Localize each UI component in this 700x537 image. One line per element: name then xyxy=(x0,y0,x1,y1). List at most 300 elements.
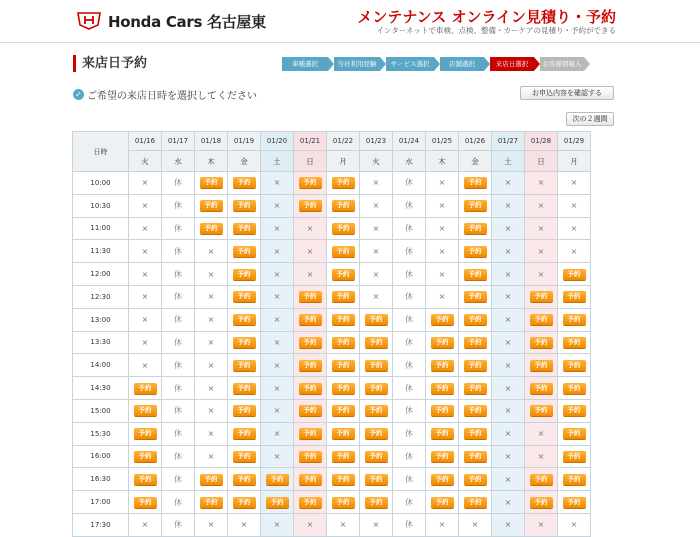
unavailable-mark: × xyxy=(141,178,149,188)
slot-cell xyxy=(426,422,459,445)
time-label: 10:30 xyxy=(73,194,129,217)
unavailable-mark: × xyxy=(339,520,347,530)
slot-cell xyxy=(327,491,360,514)
slot-cell xyxy=(459,422,492,445)
reserve-button[interactable]: 予約 xyxy=(530,383,553,394)
reserve-button[interactable]: 予約 xyxy=(332,474,355,485)
slot-cell xyxy=(525,377,558,400)
slot-cell xyxy=(294,513,327,536)
reserve-button[interactable]: 予約 xyxy=(464,428,487,439)
reserve-button[interactable]: 予約 xyxy=(233,405,256,416)
time-label: 14:00 xyxy=(73,354,129,377)
reserve-button[interactable]: 予約 xyxy=(365,428,388,439)
slot-cell xyxy=(525,513,558,536)
reserve-button[interactable]: 予約 xyxy=(563,291,586,302)
reserve-button[interactable]: 予約 xyxy=(563,360,586,371)
slot-cell xyxy=(228,285,261,308)
time-slot-row xyxy=(73,331,591,354)
slot-cell xyxy=(261,445,294,468)
slot-cell xyxy=(261,377,294,400)
reserve-button[interactable]: 予約 xyxy=(332,200,355,211)
slot-cell xyxy=(195,377,228,400)
honda-logo-icon xyxy=(76,11,102,31)
slot-cell xyxy=(162,399,195,422)
date-header: 01/21 xyxy=(294,132,327,151)
slot-cell xyxy=(129,377,162,400)
reserve-button[interactable]: 予約 xyxy=(332,177,355,188)
slot-cell xyxy=(294,468,327,491)
date-header: 01/22 xyxy=(327,132,360,151)
slot-cell xyxy=(261,422,294,445)
reserve-button[interactable]: 予約 xyxy=(563,405,586,416)
step-service: サービス選択 xyxy=(386,57,434,71)
slot-cell xyxy=(558,331,591,354)
reserve-button[interactable]: 予約 xyxy=(134,405,157,416)
slot-cell xyxy=(327,308,360,331)
closed-mark: 休 xyxy=(174,406,182,416)
time-label: 16:30 xyxy=(73,468,129,491)
unavailable-mark: × xyxy=(306,246,314,256)
reserve-button[interactable]: 予約 xyxy=(563,497,586,508)
reserve-button[interactable]: 予約 xyxy=(530,497,553,508)
weekday-header: 月 xyxy=(558,151,591,172)
slot-cell xyxy=(426,240,459,263)
unavailable-mark: × xyxy=(141,315,149,325)
unavailable-mark: × xyxy=(438,269,446,279)
slot-cell xyxy=(426,331,459,354)
unavailable-mark: × xyxy=(207,292,215,302)
date-header: 01/20 xyxy=(261,132,294,151)
slot-cell xyxy=(558,285,591,308)
slot-cell xyxy=(558,263,591,286)
slot-cell xyxy=(558,377,591,400)
slot-cell xyxy=(294,263,327,286)
slot-cell xyxy=(327,513,360,536)
slot-cell xyxy=(393,285,426,308)
slot-cell xyxy=(228,513,261,536)
time-label: 12:00 xyxy=(73,263,129,286)
weekday-header: 土 xyxy=(261,151,294,172)
closed-mark: 休 xyxy=(174,178,182,188)
reserve-button[interactable]: 予約 xyxy=(365,497,388,508)
slot-cell xyxy=(327,263,360,286)
reserve-button[interactable]: 予約 xyxy=(332,360,355,371)
time-slot-row xyxy=(73,399,591,422)
reserve-button[interactable]: 予約 xyxy=(233,451,256,462)
unavailable-mark: × xyxy=(273,269,281,279)
reserve-button[interactable]: 予約 xyxy=(431,383,454,394)
slot-cell xyxy=(426,468,459,491)
reserve-button[interactable]: 予約 xyxy=(464,360,487,371)
time-label: 14:30 xyxy=(73,377,129,400)
reserve-button[interactable]: 予約 xyxy=(233,497,256,508)
unavailable-mark: × xyxy=(240,520,248,530)
closed-mark: 休 xyxy=(405,201,413,211)
reserve-button[interactable]: 予約 xyxy=(563,337,586,348)
slot-cell xyxy=(162,240,195,263)
reserve-button[interactable]: 予約 xyxy=(563,474,586,485)
slot-cell xyxy=(261,468,294,491)
reserve-button[interactable]: 予約 xyxy=(365,405,388,416)
slot-cell xyxy=(492,513,525,536)
unavailable-mark: × xyxy=(504,246,512,256)
slot-cell xyxy=(261,172,294,195)
slot-cell xyxy=(426,308,459,331)
reserve-button[interactable]: 予約 xyxy=(431,337,454,348)
slot-cell xyxy=(558,240,591,263)
reserve-button[interactable]: 予約 xyxy=(563,269,586,280)
slot-cell xyxy=(360,491,393,514)
slot-cell xyxy=(162,468,195,491)
reserve-button[interactable]: 予約 xyxy=(431,474,454,485)
unavailable-mark: × xyxy=(273,383,281,393)
reserve-button[interactable]: 予約 xyxy=(332,405,355,416)
slot-cell xyxy=(558,445,591,468)
reserve-button[interactable]: 予約 xyxy=(266,497,289,508)
slot-cell xyxy=(459,354,492,377)
reserve-button[interactable]: 予約 xyxy=(365,337,388,348)
instruction xyxy=(73,87,257,102)
unavailable-mark: × xyxy=(207,337,215,347)
site-title: メンテナンス オンライン見積り・予約 xyxy=(357,8,616,26)
reserve-button[interactable]: 予約 xyxy=(464,177,487,188)
unavailable-mark: × xyxy=(504,292,512,302)
reserve-button[interactable]: 予約 xyxy=(332,451,355,462)
slot-cell xyxy=(492,399,525,422)
reserve-button[interactable]: 予約 xyxy=(332,269,355,280)
brand-name[interactable]: Honda Cars 名古屋東 xyxy=(108,13,266,31)
slot-cell xyxy=(195,194,228,217)
slot-cell xyxy=(393,422,426,445)
reserve-button[interactable]: 予約 xyxy=(431,451,454,462)
unavailable-mark: × xyxy=(207,360,215,370)
reserve-button[interactable]: 予約 xyxy=(563,383,586,394)
reserve-button[interactable]: 予約 xyxy=(365,314,388,325)
reserve-button[interactable]: 予約 xyxy=(233,246,256,257)
reserve-button[interactable]: 予約 xyxy=(299,291,322,302)
reserve-button[interactable]: 予約 xyxy=(464,223,487,234)
reserve-button[interactable]: 予約 xyxy=(299,474,322,485)
slot-cell xyxy=(426,399,459,422)
reserve-button[interactable]: 予約 xyxy=(233,314,256,325)
reserve-button[interactable]: 予約 xyxy=(563,451,586,462)
reserve-button[interactable]: 予約 xyxy=(233,428,256,439)
reserve-button[interactable]: 予約 xyxy=(299,428,322,439)
reserve-button[interactable]: 予約 xyxy=(299,451,322,462)
closed-mark: 休 xyxy=(405,497,413,507)
closed-mark: 休 xyxy=(174,383,182,393)
slot-cell xyxy=(195,445,228,468)
slot-cell xyxy=(294,285,327,308)
slot-cell xyxy=(294,217,327,240)
reserve-button[interactable]: 予約 xyxy=(464,383,487,394)
slot-cell xyxy=(393,468,426,491)
slot-cell xyxy=(393,308,426,331)
slot-cell xyxy=(459,308,492,331)
reserve-button[interactable]: 予約 xyxy=(530,405,553,416)
slot-cell xyxy=(492,468,525,491)
reserve-button[interactable]: 予約 xyxy=(134,428,157,439)
reserve-button[interactable]: 予約 xyxy=(266,474,289,485)
slot-cell xyxy=(162,513,195,536)
weekday-header: 日 xyxy=(294,151,327,172)
slot-cell xyxy=(426,194,459,217)
slot-cell xyxy=(426,217,459,240)
unavailable-mark: × xyxy=(504,337,512,347)
slot-cell xyxy=(327,354,360,377)
closed-mark: 休 xyxy=(405,451,413,461)
slot-cell xyxy=(525,263,558,286)
reserve-button[interactable]: 予約 xyxy=(200,223,223,234)
slot-cell xyxy=(327,422,360,445)
slot-cell xyxy=(294,491,327,514)
reserve-button[interactable]: 予約 xyxy=(233,383,256,394)
closed-mark: 休 xyxy=(405,406,413,416)
weekday-header: 金 xyxy=(459,151,492,172)
slot-cell xyxy=(294,172,327,195)
slot-cell xyxy=(459,172,492,195)
unavailable-mark: × xyxy=(537,520,545,530)
slot-cell xyxy=(525,172,558,195)
slot-cell xyxy=(360,217,393,240)
reserve-button[interactable]: 予約 xyxy=(464,451,487,462)
time-label: 17:00 xyxy=(73,491,129,514)
reserve-button[interactable]: 予約 xyxy=(464,246,487,257)
slot-cell xyxy=(261,399,294,422)
unavailable-mark: × xyxy=(273,429,281,439)
slot-cell xyxy=(360,354,393,377)
reserve-button[interactable]: 予約 xyxy=(431,314,454,325)
slot-cell xyxy=(459,399,492,422)
slot-cell xyxy=(162,172,195,195)
reserve-button[interactable]: 予約 xyxy=(299,497,322,508)
reserve-button[interactable]: 予約 xyxy=(233,291,256,302)
reserve-button[interactable]: 予約 xyxy=(332,337,355,348)
reserve-button[interactable]: 予約 xyxy=(332,246,355,257)
slot-cell xyxy=(162,354,195,377)
reserve-button[interactable]: 予約 xyxy=(233,360,256,371)
time-slot-row xyxy=(73,263,591,286)
reserve-button[interactable]: 予約 xyxy=(365,383,388,394)
weekday-header: 水 xyxy=(393,151,426,172)
closed-mark: 休 xyxy=(405,292,413,302)
slot-cell xyxy=(492,172,525,195)
slot-cell xyxy=(360,445,393,468)
reserve-button[interactable]: 予約 xyxy=(365,451,388,462)
reserve-button[interactable]: 予約 xyxy=(464,200,487,211)
unavailable-mark: × xyxy=(372,292,380,302)
slot-cell xyxy=(129,172,162,195)
reserve-button[interactable]: 予約 xyxy=(299,177,322,188)
unavailable-mark: × xyxy=(273,178,281,188)
slot-cell xyxy=(492,331,525,354)
unavailable-mark: × xyxy=(537,201,545,211)
reserve-button[interactable]: 予約 xyxy=(431,405,454,416)
reserve-button[interactable]: 予約 xyxy=(431,428,454,439)
reserve-button[interactable]: 予約 xyxy=(530,291,553,302)
slot-cell xyxy=(129,422,162,445)
slot-cell xyxy=(525,491,558,514)
reserve-button[interactable]: 予約 xyxy=(134,451,157,462)
unavailable-mark: × xyxy=(504,429,512,439)
slot-cell xyxy=(129,331,162,354)
closed-mark: 休 xyxy=(174,474,182,484)
reserve-button[interactable]: 予約 xyxy=(299,337,322,348)
slot-cell xyxy=(228,468,261,491)
slot-cell xyxy=(195,240,228,263)
reserve-button[interactable]: 予約 xyxy=(299,360,322,371)
progress-steps xyxy=(282,57,590,82)
unavailable-mark: × xyxy=(273,223,281,233)
date-header: 01/19 xyxy=(228,132,261,151)
reserve-button[interactable]: 予約 xyxy=(233,337,256,348)
unavailable-mark: × xyxy=(372,223,380,233)
slot-cell xyxy=(162,308,195,331)
unavailable-mark: × xyxy=(504,315,512,325)
next-weeks-button[interactable]: 次の２週間 xyxy=(566,112,614,126)
schedule-table xyxy=(72,131,591,537)
slot-cell xyxy=(492,308,525,331)
reserve-button[interactable]: 予約 xyxy=(332,314,355,325)
unavailable-mark: × xyxy=(504,406,512,416)
reserve-button[interactable]: 予約 xyxy=(464,474,487,485)
date-header: 01/18 xyxy=(195,132,228,151)
reserve-button[interactable]: 予約 xyxy=(233,474,256,485)
unavailable-mark: × xyxy=(537,246,545,256)
slot-cell xyxy=(129,263,162,286)
reserve-button[interactable]: 予約 xyxy=(134,474,157,485)
reserve-button[interactable]: 予約 xyxy=(332,291,355,302)
unavailable-mark: × xyxy=(273,292,281,302)
slot-cell xyxy=(525,354,558,377)
reserve-button[interactable]: 予約 xyxy=(233,200,256,211)
reserve-button[interactable]: 予約 xyxy=(530,474,553,485)
unavailable-mark: × xyxy=(504,360,512,370)
reserve-button[interactable]: 予約 xyxy=(299,200,322,211)
slot-cell xyxy=(129,354,162,377)
slot-cell xyxy=(327,331,360,354)
reserve-button[interactable]: 予約 xyxy=(365,360,388,371)
reserve-button[interactable]: 予約 xyxy=(134,497,157,508)
unavailable-mark: × xyxy=(273,315,281,325)
unavailable-mark: × xyxy=(207,429,215,439)
slot-cell xyxy=(228,194,261,217)
slot-cell xyxy=(492,491,525,514)
reserve-button[interactable]: 予約 xyxy=(464,269,487,280)
slot-cell xyxy=(525,331,558,354)
unavailable-mark: × xyxy=(438,178,446,188)
slot-cell xyxy=(195,468,228,491)
slot-cell xyxy=(195,513,228,536)
unavailable-mark: × xyxy=(438,223,446,233)
reserve-button[interactable]: 予約 xyxy=(464,291,487,302)
unavailable-mark: × xyxy=(372,178,380,188)
slot-cell xyxy=(294,194,327,217)
unavailable-mark: × xyxy=(438,520,446,530)
reserve-button[interactable]: 予約 xyxy=(530,360,553,371)
reserve-button[interactable]: 予約 xyxy=(332,428,355,439)
reserve-button[interactable]: 予約 xyxy=(200,474,223,485)
slot-cell xyxy=(360,240,393,263)
slot-cell xyxy=(129,217,162,240)
reserve-button[interactable]: 予約 xyxy=(431,360,454,371)
confirm-button[interactable]: お申込内容を確認する xyxy=(520,86,614,100)
slot-cell xyxy=(228,331,261,354)
unavailable-mark: × xyxy=(570,246,578,256)
reserve-button[interactable]: 予約 xyxy=(464,337,487,348)
slot-cell xyxy=(327,377,360,400)
slot-cell xyxy=(459,491,492,514)
reserve-button[interactable]: 予約 xyxy=(332,497,355,508)
slot-cell xyxy=(360,194,393,217)
time-slot-row xyxy=(73,445,591,468)
slot-cell xyxy=(393,331,426,354)
slot-cell xyxy=(393,194,426,217)
reserve-button[interactable]: 予約 xyxy=(464,405,487,416)
reserve-button[interactable]: 予約 xyxy=(299,405,322,416)
reserve-button[interactable]: 予約 xyxy=(563,428,586,439)
slot-cell xyxy=(129,491,162,514)
time-label: 10:00 xyxy=(73,172,129,195)
site-subtitle: インターネットで車検、点検、整備・カーケアの見積り・予約ができる xyxy=(376,26,616,35)
slot-cell xyxy=(558,172,591,195)
weekday-header: 木 xyxy=(426,151,459,172)
unavailable-mark: × xyxy=(306,223,314,233)
unavailable-mark: × xyxy=(141,292,149,302)
reserve-button[interactable]: 予約 xyxy=(233,269,256,280)
unavailable-mark: × xyxy=(207,451,215,461)
reserve-button[interactable]: 予約 xyxy=(332,223,355,234)
reserve-button[interactable]: 予約 xyxy=(464,497,487,508)
slot-cell xyxy=(129,308,162,331)
reserve-button[interactable]: 予約 xyxy=(233,177,256,188)
unavailable-mark: × xyxy=(537,178,545,188)
reserve-button[interactable]: 予約 xyxy=(563,314,586,325)
slot-cell xyxy=(492,263,525,286)
reserve-button[interactable]: 予約 xyxy=(365,474,388,485)
reserve-button[interactable]: 予約 xyxy=(530,314,553,325)
slot-cell xyxy=(195,491,228,514)
reserve-button[interactable]: 予約 xyxy=(530,337,553,348)
slot-cell xyxy=(360,285,393,308)
reserve-button[interactable]: 予約 xyxy=(299,314,322,325)
slot-cell xyxy=(459,331,492,354)
slot-cell xyxy=(459,513,492,536)
reserve-button[interactable]: 予約 xyxy=(200,177,223,188)
reserve-button[interactable]: 予約 xyxy=(200,497,223,508)
reserve-button[interactable]: 予約 xyxy=(299,383,322,394)
unavailable-mark: × xyxy=(372,269,380,279)
unavailable-mark: × xyxy=(141,223,149,233)
slot-cell xyxy=(195,331,228,354)
page-title: 来店日予約 xyxy=(73,55,147,72)
reserve-button[interactable]: 予約 xyxy=(233,223,256,234)
step-car-select: 車種選択 xyxy=(282,57,328,71)
weekday-header: 日 xyxy=(525,151,558,172)
slot-cell xyxy=(360,172,393,195)
slot-cell xyxy=(162,445,195,468)
unavailable-mark: × xyxy=(570,201,578,211)
reserve-button[interactable]: 予約 xyxy=(431,497,454,508)
reserve-button[interactable]: 予約 xyxy=(200,200,223,211)
unavailable-mark: × xyxy=(504,474,512,484)
slot-cell xyxy=(525,468,558,491)
reserve-button[interactable]: 予約 xyxy=(332,383,355,394)
slot-cell xyxy=(129,445,162,468)
reserve-button[interactable]: 予約 xyxy=(464,314,487,325)
slot-cell xyxy=(327,194,360,217)
reserve-button[interactable]: 予約 xyxy=(134,383,157,394)
